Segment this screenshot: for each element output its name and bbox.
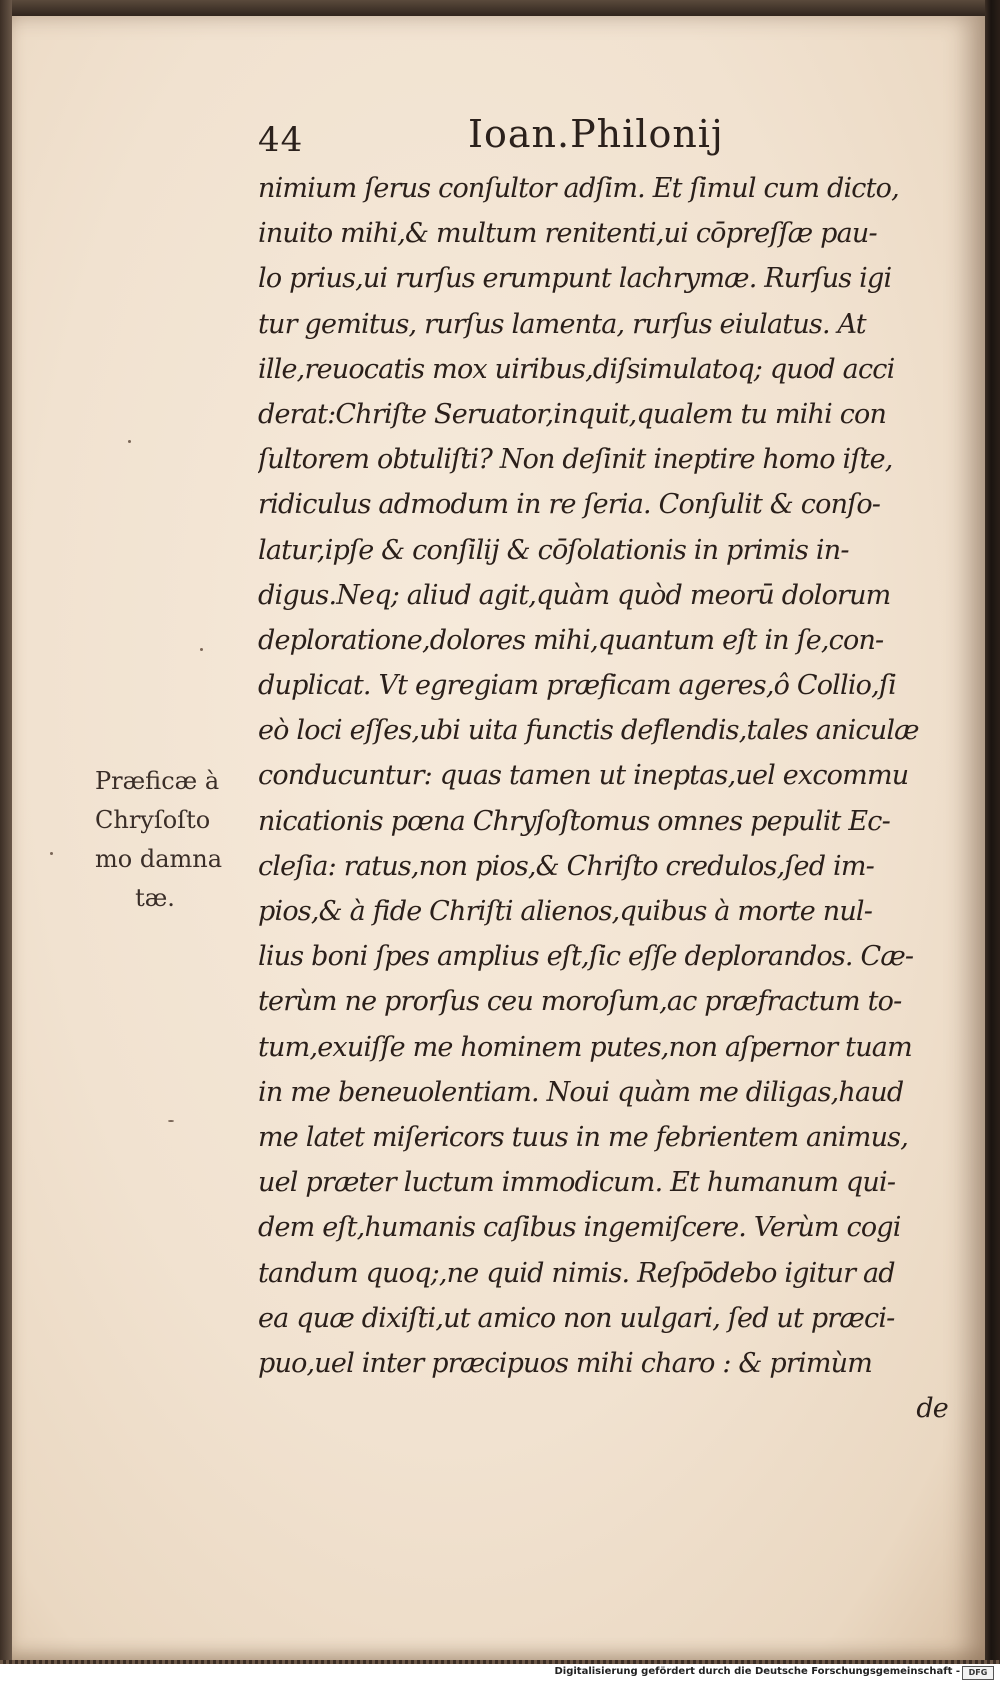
paper-speck [168, 1120, 174, 1122]
marginal-note-line: Chryſoſto [95, 806, 211, 834]
text-line: duplicat. Vt egregiam præficam ageres,ô Collio,ſi [258, 670, 896, 702]
text-line: in me beneuolentiam. Noui quàm me diligas,haud [258, 1076, 904, 1108]
marginal-note-line: tæ. [135, 884, 175, 912]
catchword: de [916, 1393, 948, 1425]
text-line: dem eſt,humanis caſibus ingemiſcere. Verùm cogi [258, 1212, 901, 1244]
text-line: ridiculus admodum in re ſeria. Conſulit & conſo- [258, 489, 881, 521]
text-line: pios,& à fide Chriſti alienos,quibus à morte nul- [258, 896, 873, 927]
text-line: deploratione,dolores mihi,quantum eſt in ſe,con- [258, 624, 884, 656]
text-line: lo prius,ui rurſus erumpunt lachrymæ. Rurſus igi [258, 263, 892, 295]
text-line: digus.Neq; aliud agit,quàm quòd meorū dolorum [258, 579, 891, 611]
marginal-note [95, 762, 245, 918]
text-line: nicationis pœna Chryſoſtomus omnes pepulit Ec- [258, 805, 890, 837]
page-number: 44 [258, 120, 304, 160]
text-line: ſultorem obtuliſti? Non deſinit ineptire homo iſte, [258, 444, 893, 476]
paper-speck [128, 440, 131, 443]
text-line: tum,exuiſſe me hominem putes,non aſpernor tuam [258, 1031, 912, 1063]
text-line: conducuntur: quas tamen ut ineptas,uel excommu [258, 760, 909, 792]
text-line: uel præter luctum immodicum. Et humanum qui- [258, 1167, 896, 1199]
text-line: eò loci eſſes,ubi uita functis deflendis,tales aniculæ [258, 715, 919, 747]
running-head: Ioan.Philonij [468, 112, 724, 156]
binding-edge [985, 0, 1000, 1660]
main-text [258, 166, 958, 1431]
page-header [258, 112, 738, 164]
text-line: puo,uel inter præcipuos mihi charo : & primùm [258, 1347, 873, 1379]
text-line: latur,ipſe & conſilij & cōſolationis in primis in- [258, 534, 849, 566]
dfg-logo: DFG [962, 1666, 994, 1680]
text-line: ea quæ dixiſti,ut amico non uulgari, ſed ut præci- [258, 1302, 895, 1334]
digitization-credit: Digitalisierung gefördert durch die Deutsche Forschungsgemeinschaft - [554, 1666, 960, 1677]
text-line: me latet miſericors tuus in me febrientem animus, [258, 1121, 908, 1153]
text-line: inuito mihi,& multum renitenti,ui cōpreſſæ pau- [258, 218, 877, 250]
text-line: derat:Chriſte Seruator,inquit,qualem tu mihi con [258, 398, 887, 430]
text-line: cleſia: ratus,non pios,& Chriſto credulos,ſed im- [258, 850, 874, 882]
text-line: terùm ne prorſus ceu moroſum,ac præfractum to- [258, 986, 902, 1018]
text-line: tur gemitus, rurſus lamenta, rurſus eiulatus. At [258, 308, 866, 340]
left-edge [0, 0, 12, 1660]
text-line: nimium ſerus conſultor adſim. Et ſimul cum dicto, [258, 173, 899, 204]
paper-speck [50, 852, 53, 855]
marginal-note-line: mo damna [95, 845, 223, 873]
text-line: tandum quoq;,ne quid nimis. Reſpōdebo igitur ad [258, 1257, 895, 1289]
text-line: ille,reuocatis mox uiribus,diſsimulatoq; quod acci [258, 353, 895, 385]
paper-speck [200, 648, 203, 651]
text-line: lius boni ſpes amplius eſt,ſic eſſe deplorandos. Cæ- [258, 941, 914, 973]
marginal-note-line: Præficæ à [95, 767, 220, 795]
